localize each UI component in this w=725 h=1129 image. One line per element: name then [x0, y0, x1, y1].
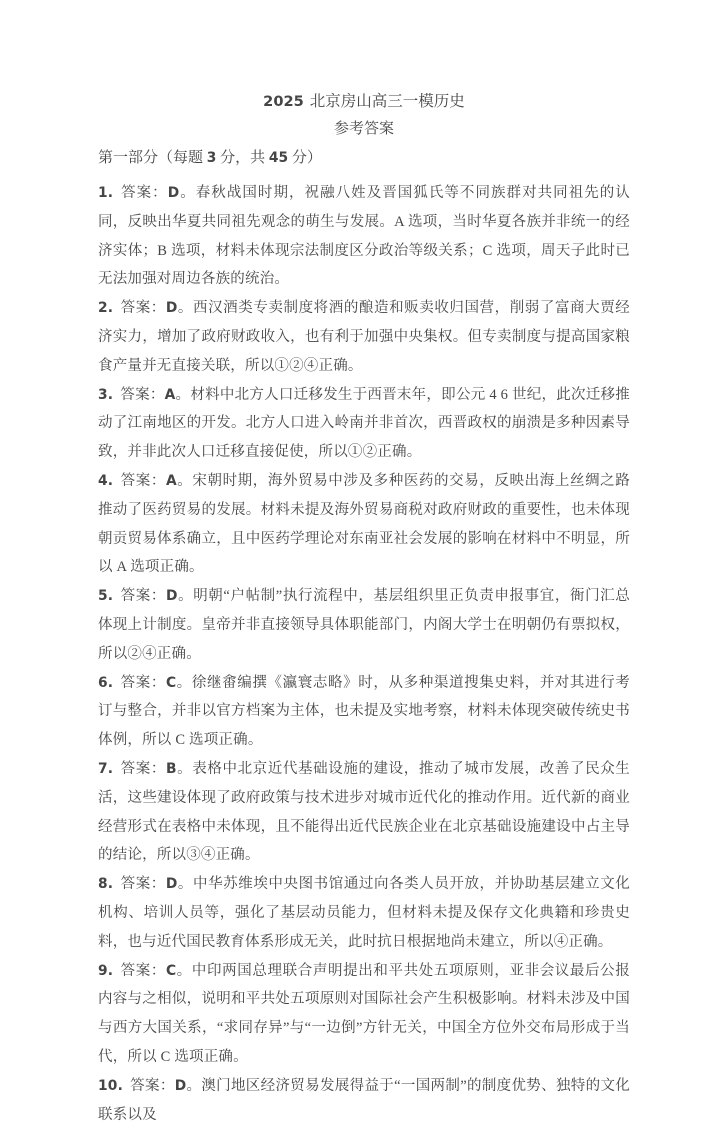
- answer-separator: 。: [177, 300, 194, 317]
- answer-separator: 。: [177, 588, 194, 605]
- answer-separator: 。: [176, 674, 192, 691]
- answer-text: 材料中北方人口迁移发生于西晋末年，即公元 4 6 世纪，此次迁移推动了江南地区的开发。北方人口进入岭南并非首次，西晋政权的崩溃是多种因素导致，并非此次人口迁移直接促使，所以①②正确。: [98, 386, 631, 461]
- answer-label: 答案：: [130, 1077, 175, 1094]
- answer-letter: D: [166, 588, 178, 605]
- title-year: 2025: [263, 93, 304, 110]
- answers-list: [98, 179, 630, 1129]
- answer-text: 西汉酒类专卖制度将酒的酿造和贩卖收归国营，削弱了富商大贾经济实力，增加了政府财政收入，也有利于加强中央集权。但专卖制度与提高国家粮食产量并无直接关联，所以①②④正确。: [98, 300, 630, 374]
- answer-text: 表格中北京近代基础设施的建设，推动了城市发展，改善了民众生活，这些建设体现了政府政策与技术进步对城市近代化的推动作用。近代新的商业经营形式在表格中未体现，且不能得出近代民族企业在北京基础设施建设中占主导的结论，所以③④正确。: [98, 760, 630, 864]
- question-number: 3.: [98, 386, 114, 403]
- answer-separator: 。: [176, 472, 193, 489]
- title-text: 北京房山高三一模历史: [309, 93, 465, 110]
- answer-letter: D: [165, 876, 178, 893]
- answer-paragraph: [98, 179, 630, 294]
- answer-letter: C: [166, 674, 177, 691]
- section-heading-text: 第一部分（每题: [98, 150, 207, 166]
- answer-label: 答案：: [120, 185, 168, 201]
- answer-text: 徐继畬编撰《瀛寰志略》时，从多种渠道搜集史料，并对其进行考订与整合，并非以官方档案为主体，也未提及实地考察，材料未体现突破传统史书体例，所以 C 选项正确。: [98, 674, 630, 749]
- answer-text: 春秋战国时期，祝融八姓及晋国狐氏等不同族群对共同祖先的认同，反映出华夏共同祖先观念的萌生与发展。A 选项，当时华夏各族并非统一的经济实体；B 选项，材料未体现宗法制度区分政治等级关系；C 选项，周天子此时已无法加强对周边各族的统治。: [98, 185, 631, 288]
- answer-paragraph: [98, 870, 630, 956]
- answer-paragraph: [98, 467, 630, 582]
- answer-label: 答案：: [120, 300, 166, 317]
- answer-paragraph: [98, 957, 630, 1072]
- answer-separator: 。: [179, 185, 196, 201]
- answer-label: 答案：: [120, 386, 165, 403]
- answer-letter: C: [166, 962, 177, 979]
- answer-separator: 。: [177, 876, 194, 893]
- points-per-question: 3: [206, 150, 217, 166]
- answer-label: 答案：: [120, 962, 167, 979]
- answer-paragraph: [98, 669, 630, 755]
- section-heading-text: 分，共: [216, 150, 269, 166]
- answer-label: 答案：: [120, 876, 166, 893]
- answer-label: 答案：: [120, 760, 166, 777]
- question-number: 10.: [98, 1077, 124, 1094]
- answer-letter: D: [167, 185, 180, 201]
- answer-separator: 。: [176, 760, 193, 777]
- question-number: 4.: [98, 472, 114, 489]
- answer-paragraph: [98, 381, 630, 467]
- answer-label: 答案：: [120, 472, 166, 489]
- answer-letter: A: [164, 386, 176, 403]
- answer-paragraph: [98, 582, 630, 668]
- answer-separator: 。: [186, 1077, 202, 1094]
- section-heading: [98, 150, 630, 167]
- question-number: 7.: [98, 760, 114, 777]
- section-heading-text: 分）: [288, 150, 322, 166]
- answer-paragraph: [98, 755, 630, 870]
- document-subtitle: 参考答案: [333, 121, 394, 137]
- answer-text: 宋朝时期，海外贸易中涉及多种医药的交易，反映出海上丝绸之路推动了医药贸易的发展。材料未提及海外贸易商税对政府财政的重要性，也未体现朝贡贸易体系确立，且中医药学理论对东南亚社会发展的影响在材料中不明显，所以 A 选项正确。: [98, 472, 630, 576]
- answer-text: 明朝“户帖制”执行流程中，基层组织里正负责申报事宜，衙门汇总体现上计制度。皇帝并非直接领导具体职能部门，内阁大学士在明朝仍有票拟权，所以②④正确。: [98, 588, 630, 662]
- answer-letter: D: [165, 300, 178, 317]
- question-number: 2.: [98, 300, 114, 317]
- answer-text: 中华苏维埃中央图书馆通过向各类人员开放，并协助基层建立文化机构、培训人员等，强化了基层动员能力，但材料未提及保存文化典籍和珍贵史料，也与近代国民教育体系形成无关，此时抗日根据地尚未建立，所以④正确。: [98, 876, 630, 950]
- answer-label: 答案：: [120, 674, 167, 691]
- question-number: 1.: [98, 185, 114, 201]
- question-number: 8.: [98, 876, 114, 893]
- answer-paragraph: [98, 1072, 630, 1129]
- total-points: 45: [268, 150, 289, 166]
- answer-separator: 。: [176, 962, 192, 979]
- answer-letter: B: [166, 760, 177, 777]
- answer-letter: A: [165, 472, 177, 489]
- document-title: [98, 93, 630, 110]
- answer-separator: 。: [175, 386, 191, 403]
- answer-label: 答案：: [120, 588, 166, 605]
- question-number: 9.: [98, 962, 114, 979]
- question-number: 5.: [98, 588, 114, 605]
- answer-text: 澳门地区经济贸易发展得益于“一国两制”的制度优势、独特的文化联系以及: [98, 1077, 631, 1123]
- answer-text: 中印两国总理联合声明提出和平共处五项原则，亚非会议最后公报内容与之相似，说明和平共处五项原则对国际社会产生积极影响。材料未涉及中国与西方大国关系，“求同存异”与“一边倒”方针无关，中国全方位外交布局形成于当代，所以 C 选项正确。: [98, 962, 630, 1065]
- answer-letter: D: [174, 1077, 187, 1094]
- question-number: 6.: [98, 674, 114, 691]
- answer-paragraph: [98, 294, 630, 380]
